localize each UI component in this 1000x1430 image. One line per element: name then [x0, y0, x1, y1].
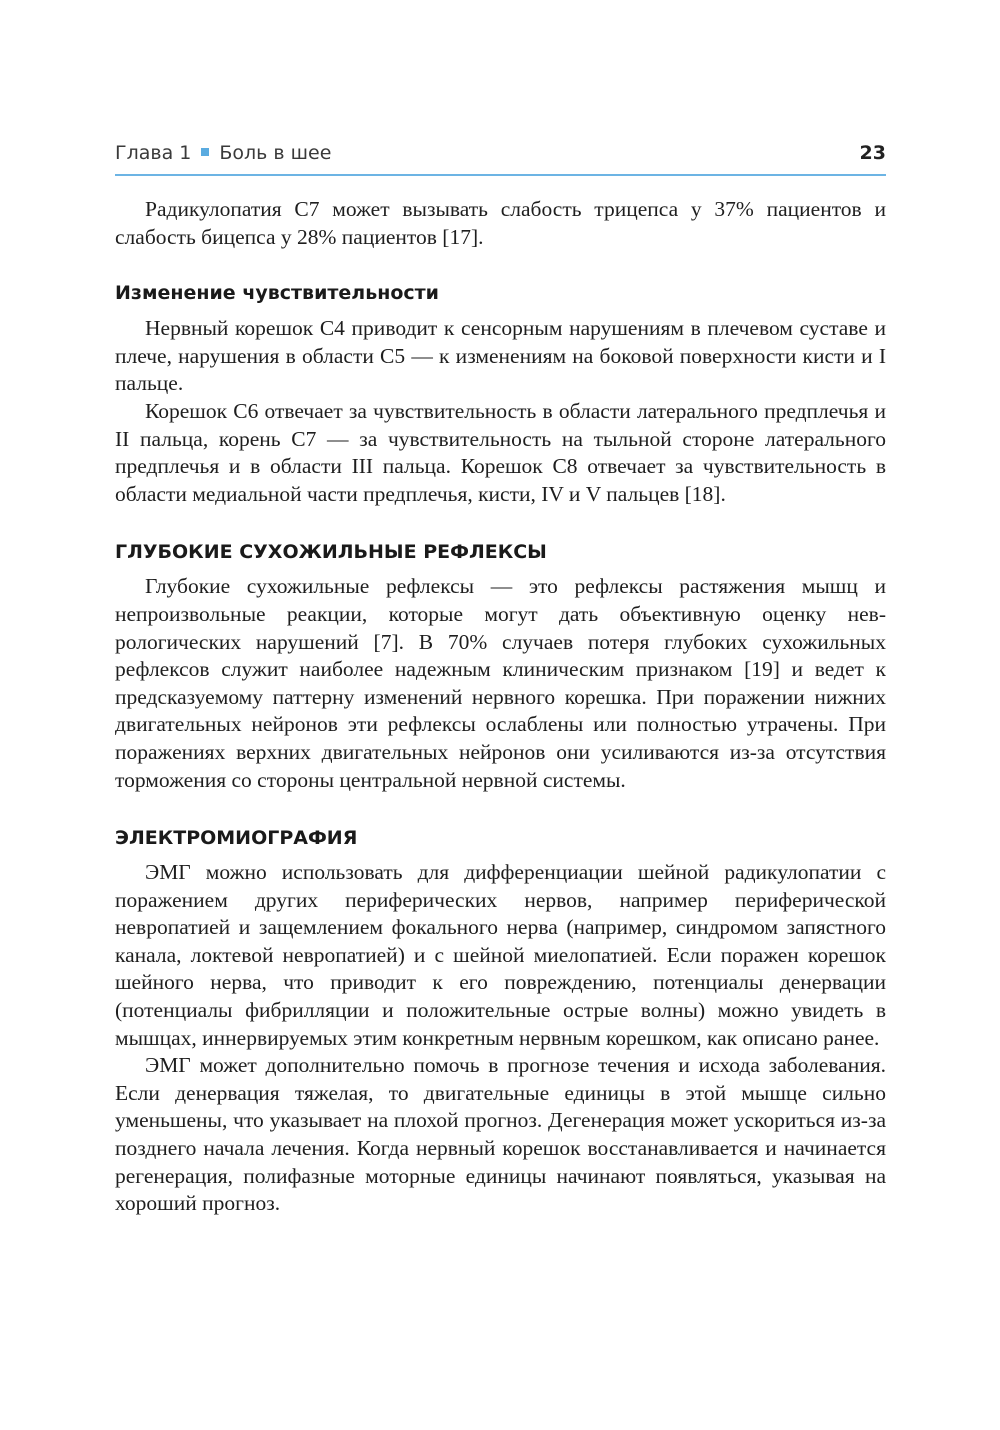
paragraph: ЭМГ можно использовать для дифференциации шейной радикулопатии с поражением других периферических нервов, например периферической невропатией и защемлением фокального нерва (например, синдромом запястного канала, локтевой невропатией) и с шейной миелопатией. Если поражен корешок шейного нерва, что приводит к его повреждению, потенциалы денервации (потенциалы фибрилляции и положительные острые волны) можно увидеть в мышцах, иннервируемых этим конкретным нервным корешком, как описано ранее.: [115, 860, 886, 1050]
chapter-label: [115, 142, 331, 164]
running-header: [115, 140, 886, 176]
square-bullet-icon: [201, 148, 209, 156]
section-heading-emg: ЭЛЕКТРОМИОГРАФИЯ: [115, 827, 358, 850]
paragraph: Корешок C6 отвечает за чувствительность в области латерального предплечья и II пальца, корень C7 — за чувствительность на тыльной стороне латерального предплечья и в области III пальца. Корешок C8 отвечает за чувствительность в области медиальной части предплечья, кисти, IV и V пальцев [18].: [115, 398, 886, 506]
paragraph: Радикулопатия C7 может вызывать слабость трицепса у 37% пациентов и слабость бицепса у 28% пациентов [17].: [115, 197, 886, 249]
section-title: Боль в шее: [219, 142, 332, 164]
section-heading-reflexes: ГЛУБОКИЕ СУХОЖИЛЬНЫЕ РЕФЛЕКСЫ: [115, 541, 547, 564]
paragraph: Глубокие сухожильные рефлексы — это рефлексы растяжения мышц и непроизвольные реакции, которые могут дать объективную оценку неврологических нарушений [7]. В 70% случаев потеря глубоких сухожильных рефлексов служит наиболее надежным клиническим признаком [19] и ведет к предсказуемому паттерну изменений нервного корешка. При поражении нижних двигательных нейронов эти рефлексы ослаблены или полностью утрачены. При поражениях верхних двигательных нейронов они усиливаются из-за отсутствия торможения со стороны центральной нервной системы.: [115, 574, 886, 792]
chapter-number: Глава 1: [115, 142, 192, 164]
section-heading-sensitivity: Изменение чувствительности: [115, 282, 439, 305]
paragraph: Нервный корешок C4 приводит к сенсорным нарушениям в плечевом суставе и плече, нарушения в области C5 — к изменениям на боковой поверхности кисти и I пальце.: [115, 316, 886, 396]
page-number: 23: [859, 142, 886, 164]
paragraph: ЭМГ может дополнительно помочь в прогнозе течения и исхода заболевания. Если денервация тяжелая, то двигательные единицы в этой мышце сильно уменьшены, что указывает на плохой прогноз. Дегенерация может ускориться из-за позднего начала лечения. Когда нервный корешок восстанавливается и начинается регенерация, полифазные моторные единицы начинают появляться, указывая на хороший прогноз.: [115, 1053, 886, 1216]
page-body: [115, 196, 886, 1218]
